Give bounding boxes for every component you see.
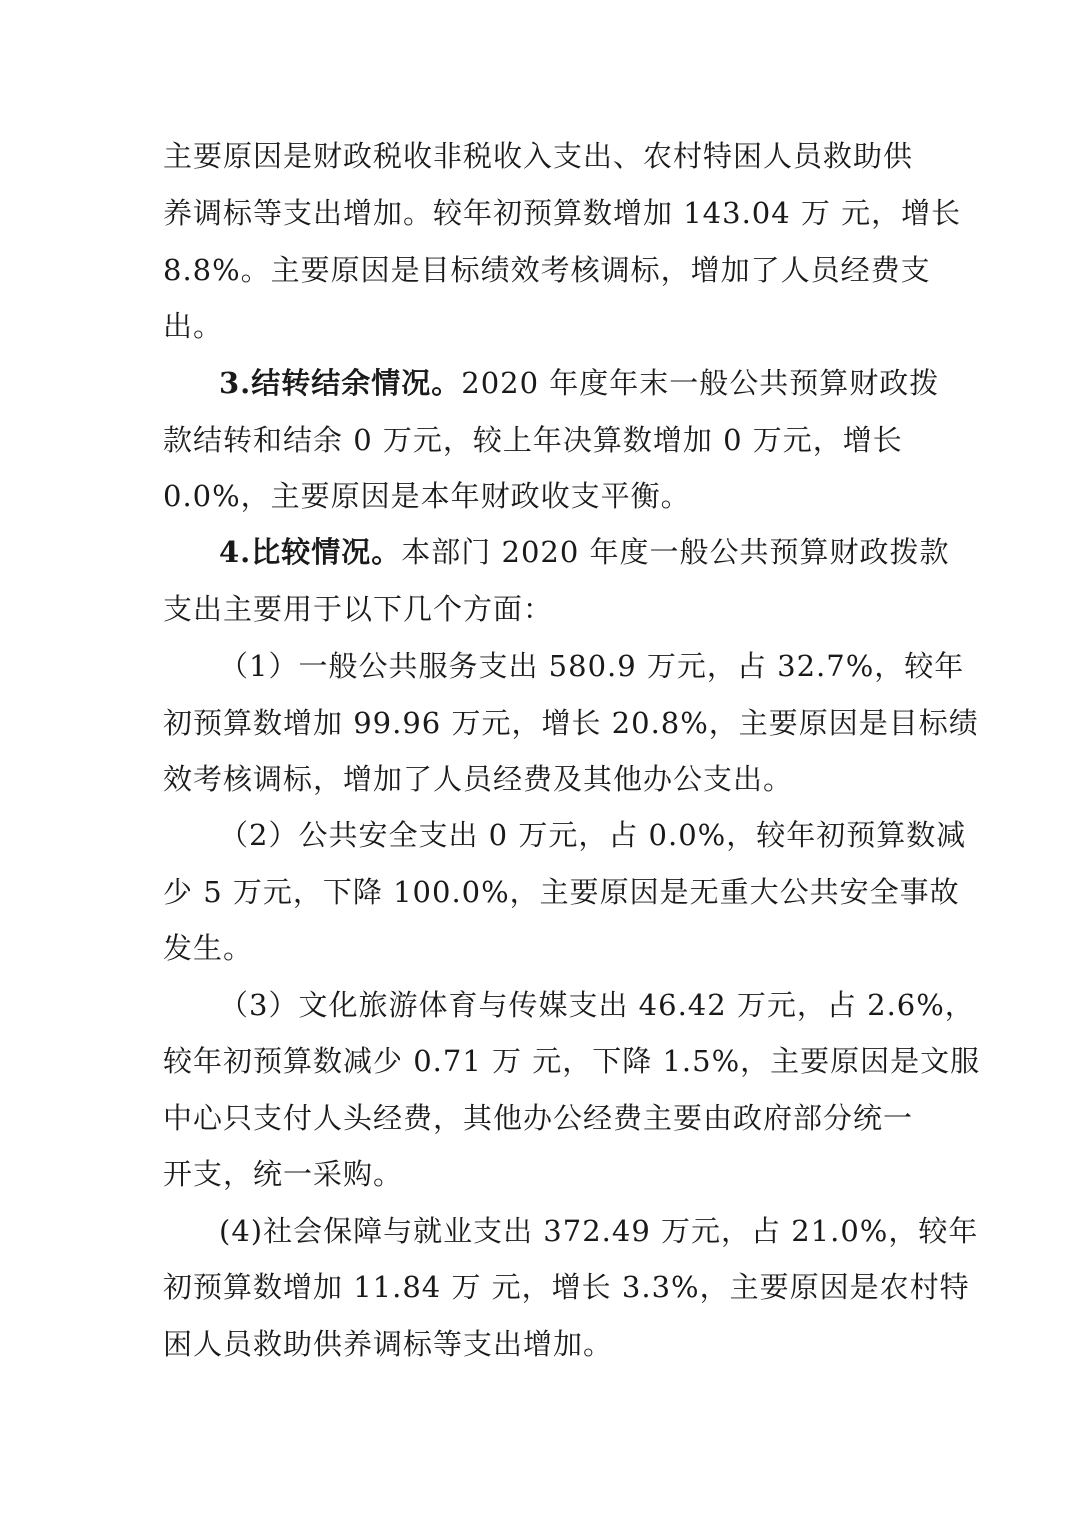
paragraph-line: 0.0%，主要原因是本年财政收支平衡。 — [163, 479, 691, 513]
paragraph-line: 中心只支付人头经费，其他办公经费主要由政府部分统一 — [163, 1101, 914, 1135]
paragraph-first-line — [219, 532, 950, 572]
paragraph-line: 主要原因是财政税收非税收入支出、农村特困人员救助供 — [163, 139, 914, 173]
paragraph-line: (4)社会保障与就业支出 372.49 万元，占 21.0%，较年 — [219, 1214, 979, 1248]
paragraph-line: 较年初预算数减少 0.71 万 元，下降 1.5%，主要原因是文服 — [163, 1044, 981, 1078]
paragraph-line: 初预算数增加 99.96 万元，增长 20.8%，主要原因是目标绩 — [163, 706, 979, 740]
paragraph-line: （3）文化旅游体育与传媒支出 46.42 万元，占 2.6%， — [219, 988, 975, 1022]
section-heading: 3.结转结余情况。 — [219, 366, 462, 400]
paragraph-line: 发生。 — [163, 931, 254, 965]
paragraph-line: 8.8%。主要原因是目标绩效考核调标，增加了人员经费支 — [163, 253, 931, 287]
paragraph-text: 2020 年度年末一般公共预算财政拨 — [461, 366, 940, 400]
paragraph-line: （2）公共安全支出 0 万元，占 0.0%，较年初预算数减 — [219, 818, 967, 852]
paragraph-line: 少 5 万元，下降 100.0%，主要原因是无重大公共安全事故 — [163, 875, 960, 909]
paragraph-line: 困人员救助供养调标等支出增加。 — [163, 1327, 614, 1361]
paragraph-line: （1）一般公共服务支出 580.9 万元，占 32.7%，较年 — [219, 649, 965, 683]
section-heading: 4.比较情况。 — [219, 535, 402, 569]
paragraph-first-line — [219, 363, 940, 403]
paragraph-line: 出。 — [163, 309, 224, 343]
paragraph-line: 效考核调标，增加了人员经费及其他办公支出。 — [163, 762, 794, 796]
paragraph-line: 款结转和结余 0 万元，较上年决算数增加 0 万元，增长 — [163, 423, 903, 457]
paragraph-line: 支出主要用于以下几个方面： — [163, 592, 554, 626]
paragraph-line: 开支，统一采购。 — [163, 1157, 404, 1191]
paragraph-line: 初预算数增加 11.84 万 元，增长 3.3%，主要原因是农村特 — [163, 1270, 970, 1304]
paragraph-text: 本部门 2020 年度一般公共预算财政拨款 — [401, 535, 950, 569]
paragraph-line: 养调标等支出增加。较年初预算数增加 143.04 万 元，增长 — [163, 196, 962, 230]
